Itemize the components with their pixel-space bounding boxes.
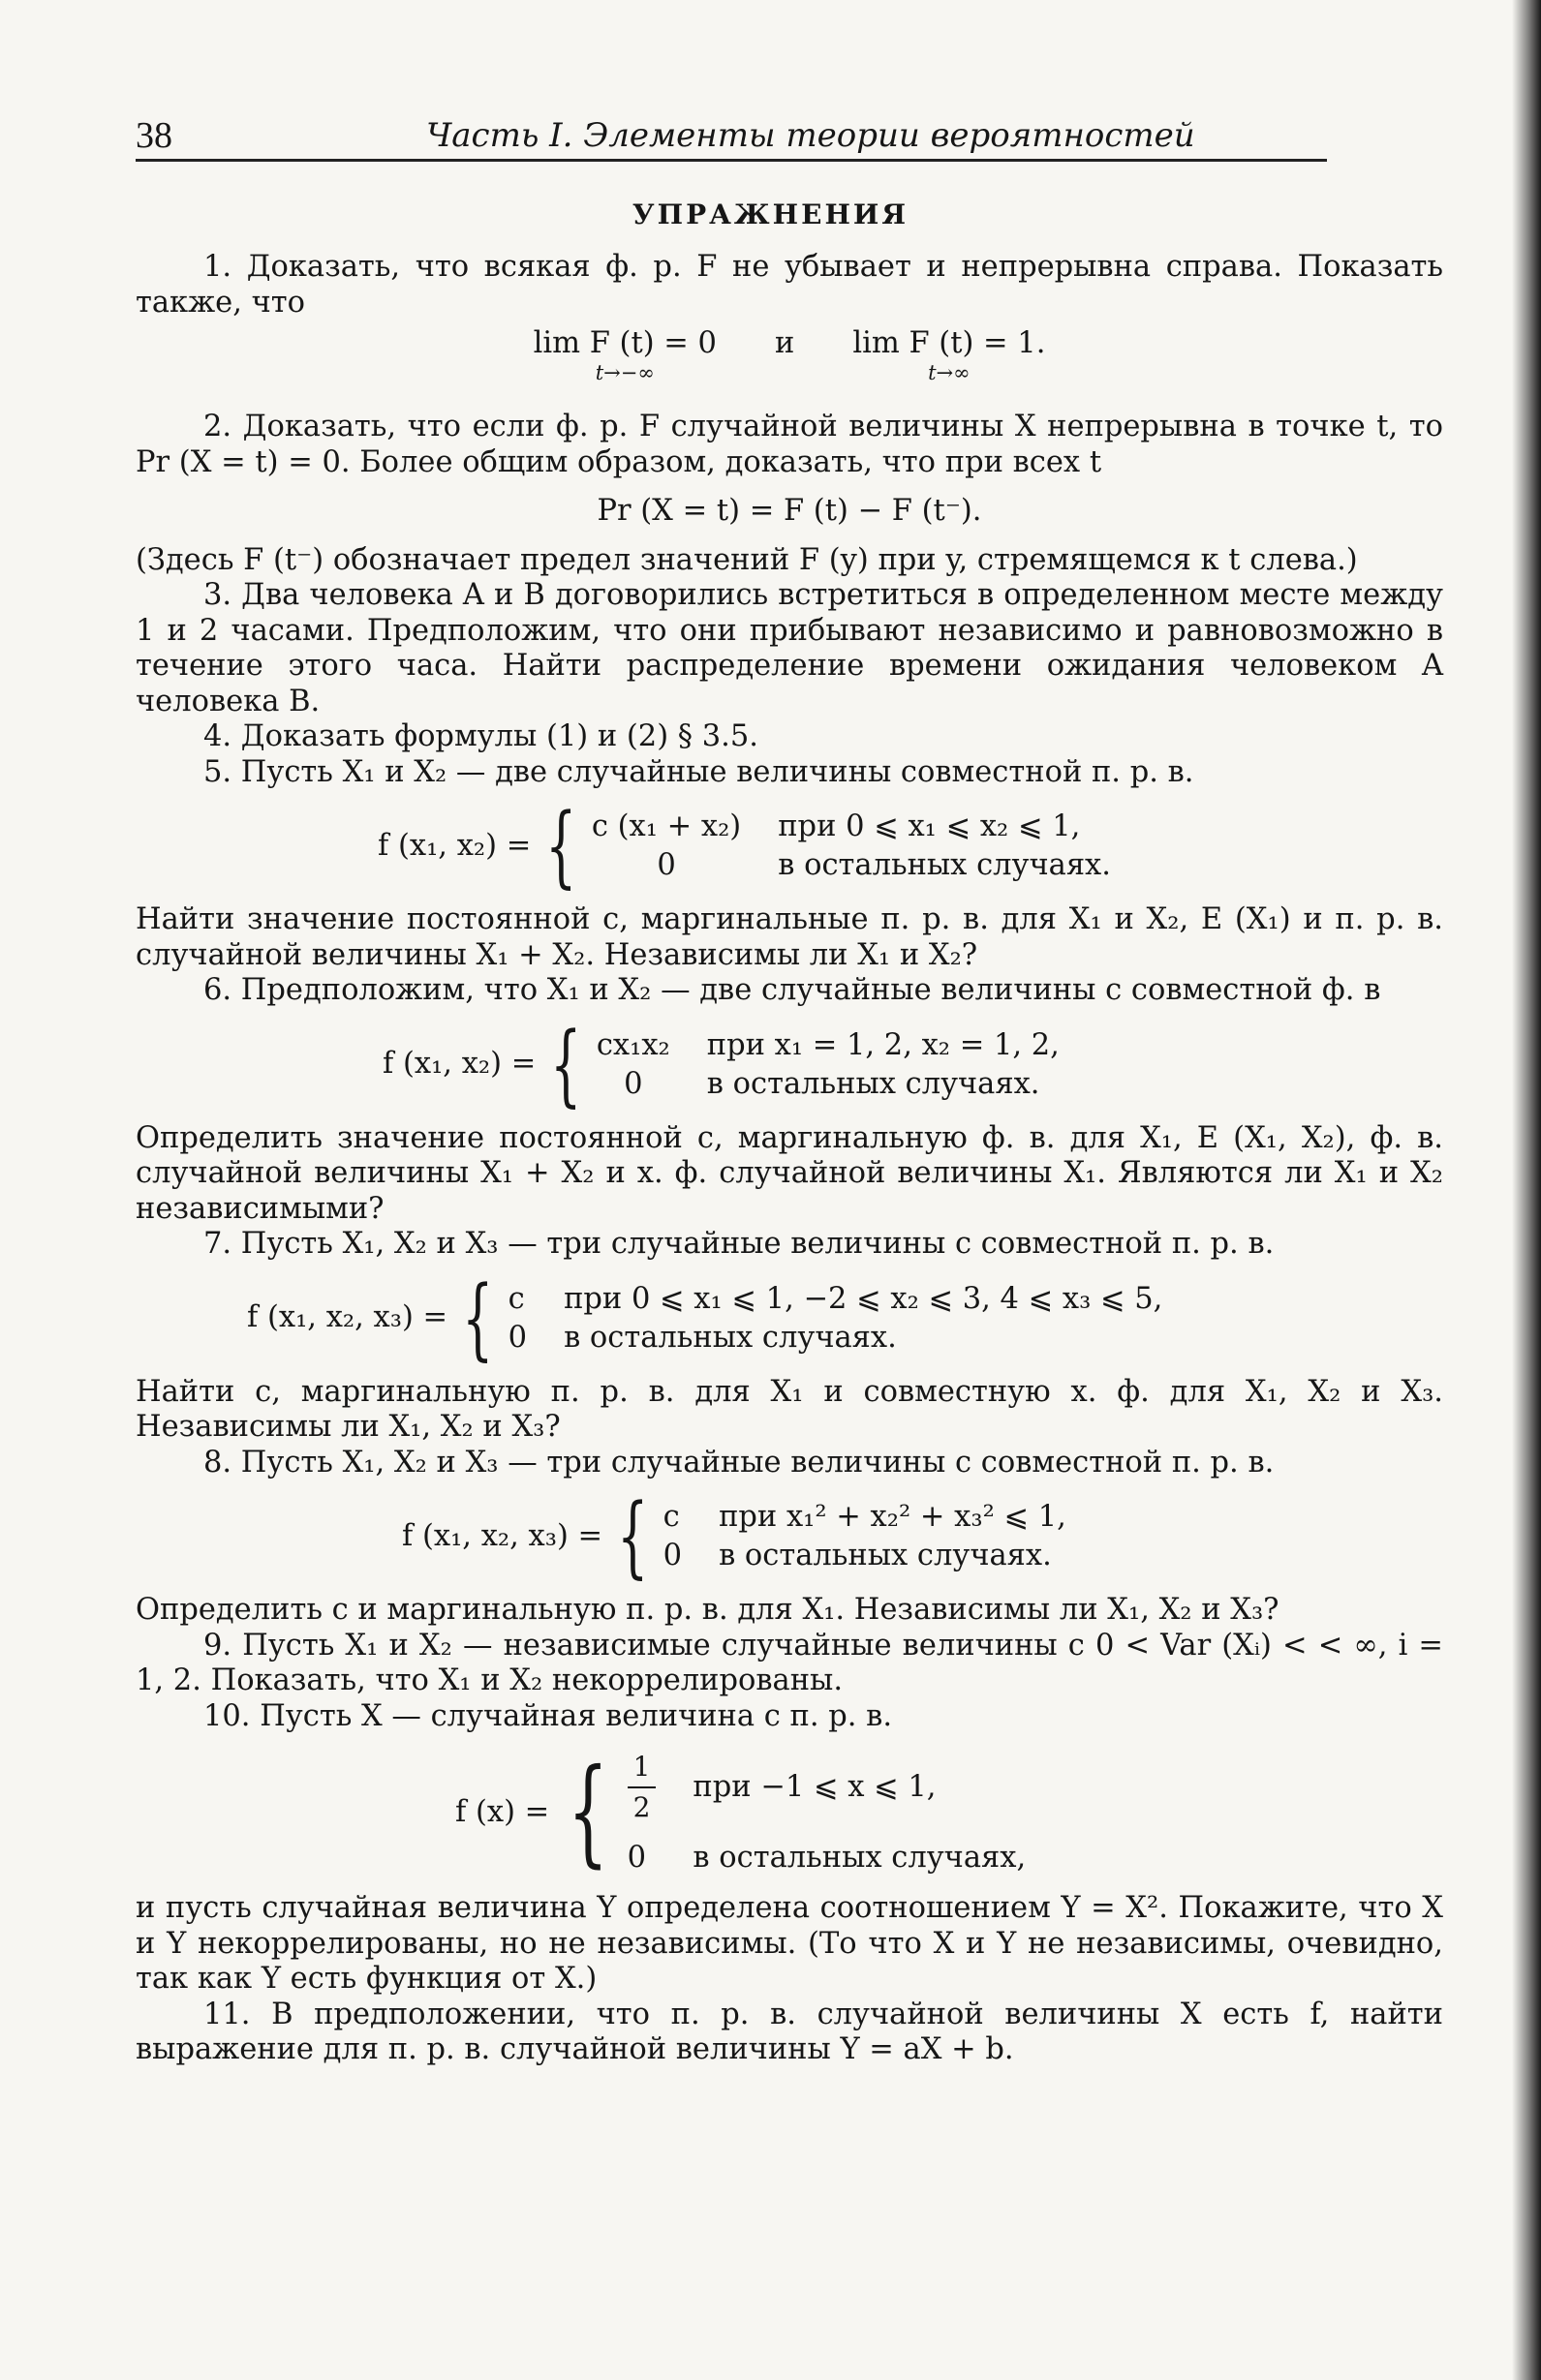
exercise-8-density <box>402 1484 1443 1588</box>
exercise-4-text: 4. Доказать формулы (1) и (2) § 3.5. <box>203 719 758 753</box>
density-cases: $\frac{1}{2}$ при −1 ⩽ x ⩽ 1, 0 в остальных случаях, <box>628 1748 1027 1877</box>
scan-shadow-edge <box>1512 0 1541 2380</box>
exercise-5-question: Найти значение постоянной c, маргинальные п. р. в. для X₁ и X₂, E (X₁) и п. р. в. случайной величины X₁ + X₂. Независимы ли X₁ и X₂? <box>136 902 1443 972</box>
density-lhs: f (x₁, x₂, x₃) = <box>402 1518 603 1553</box>
left-brace: { <box>462 1266 494 1370</box>
exercise-6-density <box>383 1012 1443 1116</box>
density-cases: c при x₁² + x₂² + x₃² ⩽ 1, 0 в остальных случаях. <box>663 1500 1066 1572</box>
left-brace: { <box>617 1484 649 1588</box>
exercise-11-text: 11. В предположении, что п. р. в. случайной величины X есть f, найти выражение для п. р. в. случайной величины Y = aX + b. <box>136 1997 1443 2066</box>
left-brace: { <box>568 1745 609 1879</box>
exercise-1-text: 1. Доказать, что всякая ф. р. F не убывает и непрерывна справа. Показать также, что <box>136 250 1443 320</box>
running-header <box>136 114 1327 162</box>
exercise-8-text: 8. Пусть X₁, X₂ и X₃ — три случайные величины с совместной п. р. в. <box>203 1445 1275 1480</box>
exercise-9-text: 9. Пусть X₁ и X₂ — независимые случайные величины с 0 < Var (Xᵢ) < < ∞, i = 1, 2. Показать, что X₁ и X₂ некоррелированы. <box>136 1628 1443 1697</box>
exercise-2-note: (Здесь F (t⁻) обозначает предел значений F (y) при y, стремящемся к t слева.) <box>136 542 1358 577</box>
page-number: 38 <box>136 115 172 156</box>
exercise-6-question: Определить значение постоянной c, маргинальную ф. в. для X₁, E (X₁, X₂), ф. в. случайной величины X₁ + X₂ и х. ф. случайной величины X₁. Являются ли X₁ и X₂ независимыми? <box>136 1120 1443 1226</box>
fraction-one-half: $\frac{1}{2}$ <box>628 1748 657 1827</box>
exercise-10-text: 10. Пусть X — случайная величина с п. р. в. <box>203 1698 893 1733</box>
exercise-2-formula: Pr (X = t) = F (t) − F (t⁻). <box>597 494 982 528</box>
limit-plus-infinity: lim F (t) = 1. t→∞ <box>852 326 1046 384</box>
density-lhs: f (x) = <box>455 1794 550 1829</box>
exercises-body <box>136 250 1443 2068</box>
density-lhs: f (x₁, x₂) = <box>378 828 532 863</box>
left-brace: { <box>545 794 577 898</box>
section-title: УПРАЖНЕНИЯ <box>632 198 909 230</box>
density-cases: cx₁x₂ при x₁ = 1, 2, x₂ = 1, 2, 0 в остальных случаях. <box>596 1027 1060 1101</box>
exercise-7-text: 7. Пусть X₁, X₂ и X₃ — три случайные величины с совместной п. р. в. <box>203 1227 1275 1261</box>
left-brace: { <box>550 1012 582 1116</box>
exercise-2-text: 2. Доказать, что если ф. р. F случайной величины X непрерывна в точке t, то Pr (X = t) = 0. Более общим образом, доказать, что при всех t <box>136 410 1443 479</box>
exercise-7-question: Найти c, маргинальную п. р. в. для X₁ и совместную х. ф. для X₁, X₂ и X₃. Независимы ли X₁, X₂ и X₃? <box>136 1374 1443 1444</box>
density-cases: c при 0 ⩽ x₁ ⩽ 1, −2 ⩽ x₂ ⩽ 3, 4 ⩽ x₃ ⩽ 5, 0 в остальных случаях. <box>508 1281 1163 1355</box>
exercise-10-density <box>455 1745 1443 1879</box>
exercise-5-density <box>378 794 1443 898</box>
exercise-10-question: и пусть случайная величина Y определена соотношением Y = X². Покажите, что X и Y некоррелированы, но не независимы. (То что X и Y не независимы, очевидно, так как Y есть функция от X.) <box>136 1891 1443 1996</box>
density-cases: c (x₁ + x₂) при 0 ⩽ x₁ ⩽ x₂ ⩽ 1, 0 в остальных случаях. <box>591 809 1111 882</box>
exercise-7-density <box>247 1266 1443 1370</box>
exercise-5-text: 5. Пусть X₁ и X₂ — две случайные величины совместной п. р. в. <box>203 754 1194 789</box>
density-lhs: f (x₁, x₂) = <box>383 1047 537 1082</box>
exercise-3-text: 3. Два человека A и B договорились встретиться в определенном месте между 1 и 2 часами. Предположим, что они прибывают независимо и равновозможно в течение этого часа. Найти распределение времени ожидания человеком A человека B. <box>136 578 1443 718</box>
limit-minus-infinity: lim F (t) = 0 t→−∞ <box>533 326 717 384</box>
exercise-8-question: Определить c и маргинальную п. р. в. для X₁. Независимы ли X₁, X₂ и X₃? <box>136 1593 1279 1627</box>
limits-conjunction: и <box>774 326 795 360</box>
exercise-6-text: 6. Предположим, что X₁ и X₂ — две случайные величины с совместной ф. в <box>203 973 1381 1007</box>
density-lhs: f (x₁, x₂, x₃) = <box>247 1300 448 1335</box>
running-title: Часть I. Элементы теории вероятностей <box>426 116 1195 155</box>
exercise-1-limits <box>136 326 1443 410</box>
